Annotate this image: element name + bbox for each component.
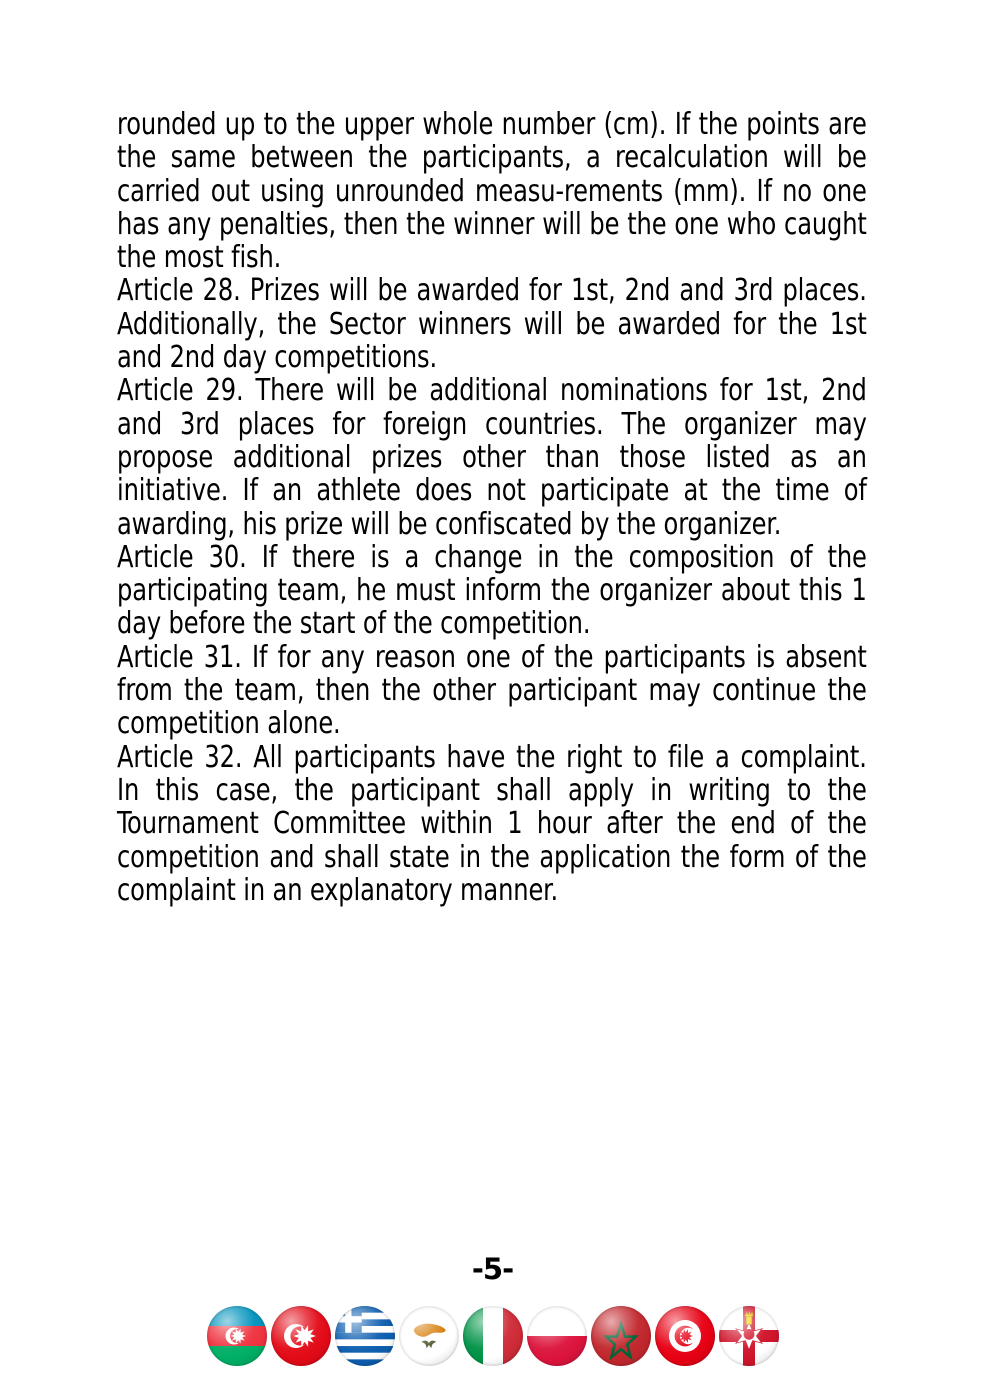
turkey-flag-icon xyxy=(271,1306,331,1366)
italy-flag-icon xyxy=(463,1306,523,1366)
azerbaijan-flag-icon xyxy=(207,1306,267,1366)
paragraph-article-31: Article 31. If for any reason one of the participants is absent from the team, then the other participant may continue the competition alone. xyxy=(117,639,875,742)
paragraph-article-32: Article 32. All participants have the right to file a complaint. In this case, the participant shall apply in writing to the Tournament Committee within 1 hour after the end of the competition and shall state in the application the form of the complaint in an explanatory manner. xyxy=(117,739,882,908)
cyprus-flag-icon xyxy=(399,1306,459,1366)
poland-flag-icon xyxy=(527,1306,587,1366)
page-number: -5- xyxy=(471,1252,514,1286)
greece-flag-icon xyxy=(335,1306,395,1366)
paragraph-continuation: rounded up to the upper whole number (cm). If the points are the same between the participants, a recalculation will be carried out using unrounded measu-rements (mm). If no one has any penalties, then the winner will be the one who caught the most fish. xyxy=(117,107,875,276)
footer-flag-row xyxy=(0,1306,985,1366)
paragraph-article-30: Article 30. If there is a change in the composition of the participating team, he must inform the organizer about this 1 day before the start of the competition. xyxy=(117,539,875,642)
paragraph-article-29: Article 29. There will be additional nominations for 1st, 2nd and 3rd places for foreign countries. The organizer may propose additional prizes other than those listed as an initiative. If an athlete does not participate at the time of awarding, his prize will be confiscated by the organizer. xyxy=(117,373,875,542)
paragraph-article-28: Article 28. Prizes will be awarded for 1st, 2nd and 3rd places. Additionally, the Sector winners will be awarded for the 1st and 2nd day competitions. xyxy=(117,273,875,376)
document-text-column xyxy=(117,107,882,908)
northern-ireland-flag-icon xyxy=(719,1306,779,1366)
morocco-flag-icon xyxy=(591,1306,651,1366)
tunisia-flag-icon xyxy=(655,1306,715,1366)
